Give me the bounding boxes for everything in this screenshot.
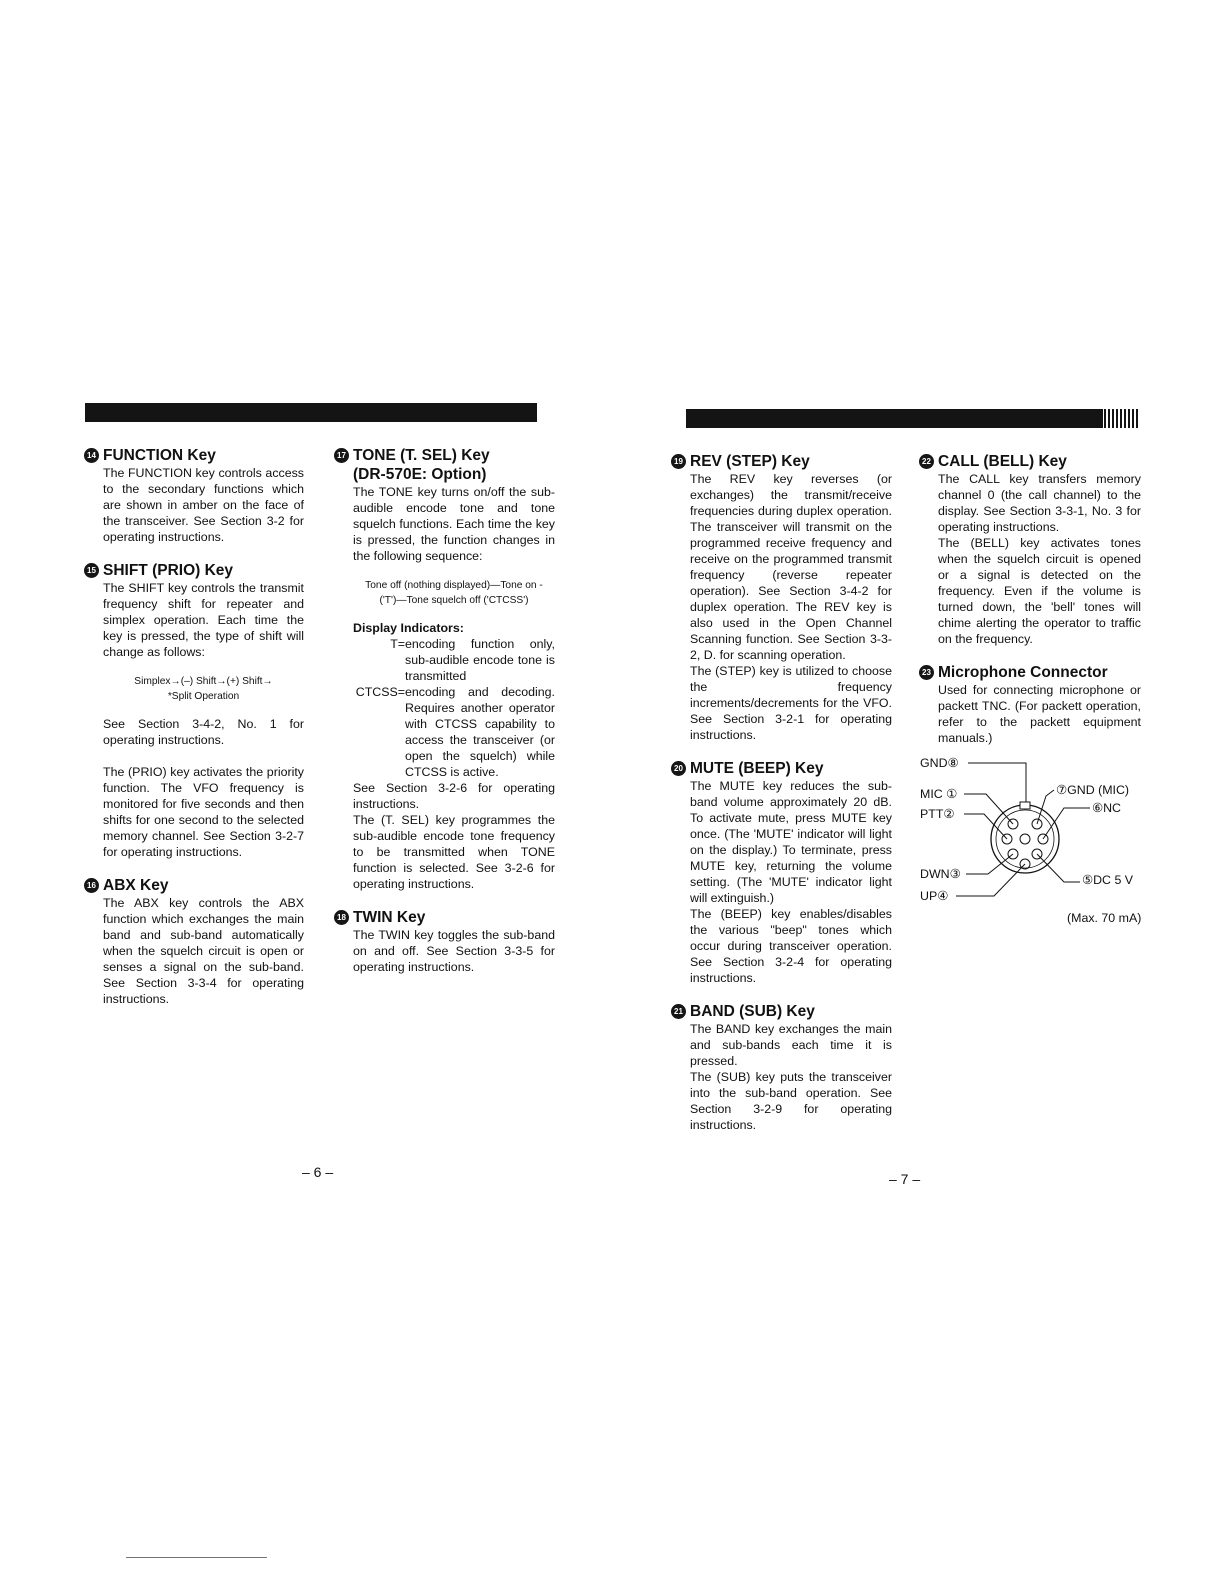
section-title: MUTE (BEEP) Key bbox=[690, 760, 824, 777]
section-number-badge: 18 bbox=[334, 910, 349, 925]
section-number-badge: 19 bbox=[671, 454, 686, 469]
max-current-note: (Max. 70 mA) bbox=[1067, 911, 1142, 925]
section-abx-key bbox=[87, 876, 304, 1007]
section-shift-key bbox=[87, 561, 304, 860]
sequence-line: Tone off (nothing displayed)—Tone on - bbox=[365, 580, 543, 591]
section-text: The (PRIO) key activates the priority function. The VFO frequency is monitored for five seconds and then shifts for one second to the selected memory channel. See Section 3-2-7 for operating instructions. bbox=[103, 765, 304, 859]
pin-dwn-label: DWN③ bbox=[920, 867, 961, 881]
section-text: The (BEEP) key enables/disables the various "beep" tones which occur during transceiver operation. See Section 3-2-4 for operating instructions. bbox=[690, 907, 892, 985]
section-number-badge: 23 bbox=[919, 665, 934, 680]
sequence-line: *Split Operation bbox=[167, 691, 240, 702]
section-title: Microphone Connector bbox=[938, 664, 1108, 681]
sequence-line: ('T')—Tone squelch off ('CTCSS') bbox=[379, 595, 529, 606]
section-call-key bbox=[922, 452, 1141, 647]
shift-sequence bbox=[103, 674, 304, 704]
pin-up-label: UP④ bbox=[920, 889, 949, 903]
section-number-badge: 17 bbox=[334, 448, 349, 463]
section-title: FUNCTION Key bbox=[103, 447, 216, 464]
pin-gnd-mic-label: ⑦GND (MIC) bbox=[1056, 783, 1130, 797]
pin-ptt-label: PTT② bbox=[920, 807, 955, 821]
section-title: SHIFT (PRIO) Key bbox=[103, 562, 234, 579]
section-subtitle: (DR-570E: Option) bbox=[353, 466, 487, 483]
section-number-badge: 20 bbox=[671, 761, 686, 776]
page-number-left: – 6 – bbox=[302, 1164, 334, 1180]
section-text: The FUNCTION key controls access to the secondary functions which are shown in amber on the face of the transceiver. See Section 3-2 for operating instructions. bbox=[103, 466, 304, 544]
section-text: The ABX key controls the ABX function which exchanges the main band and sub-band automatically when the squelch circuit is open or senses a signal on the sub-band. See Section 3-3-4 for operating instructions. bbox=[103, 896, 304, 1006]
section-number-badge: 14 bbox=[84, 448, 99, 463]
display-indicators-title: Display Indicators: bbox=[353, 621, 464, 635]
display-indicator-t bbox=[353, 636, 555, 684]
section-text: The (SUB) key puts the transceiver into the sub-band operation. See Section 3-2-9 for operating instructions. bbox=[690, 1070, 892, 1132]
section-text: The (STEP) key is utilized to choose the frequency increments/decrements for the VFO. See Section 3-2-1 for operating instructions. bbox=[690, 664, 892, 742]
section-function-key bbox=[87, 446, 304, 545]
left-page-column-1 bbox=[87, 446, 304, 1023]
section-text: The TONE key turns on/off the sub-audible encode tone and tone squelch functions. Each time the key is pressed, the function changes in the following sequence: bbox=[353, 485, 555, 563]
sequence-line: Simplex→(–) Shift→(+) Shift→ bbox=[134, 676, 273, 687]
section-number-badge: 15 bbox=[84, 563, 99, 578]
section-title: BAND (SUB) Key bbox=[690, 1003, 815, 1020]
indicator-key: CTCSS= bbox=[355, 685, 405, 699]
right-page-column-2 bbox=[922, 452, 1141, 762]
section-twin-key bbox=[337, 908, 555, 975]
section-number-badge: 22 bbox=[919, 454, 934, 469]
header-tick-marks bbox=[1104, 409, 1140, 428]
page-number-right: – 7 – bbox=[889, 1171, 921, 1187]
pin-dc-label: ⑤DC 5 V bbox=[1082, 873, 1134, 887]
section-text: The BAND key exchanges the main and sub-bands each time it is pressed. bbox=[690, 1022, 892, 1068]
section-title: CALL (BELL) Key bbox=[938, 453, 1067, 470]
left-page-column-2 bbox=[337, 446, 555, 991]
indicator-value: encoding and decoding. Requires another operator with CTCSS capability to access the transceiver (or open the squelch) while CTCSS is active. bbox=[405, 685, 555, 779]
section-text: Used for connecting microphone or packett TNC. (For packett operation, refer to the packett equipment manuals.) bbox=[938, 683, 1141, 745]
section-number-badge: 16 bbox=[84, 878, 99, 893]
display-indicator-ctcss bbox=[353, 684, 555, 780]
section-text: See Section 3-2-6 for operating instructions. bbox=[353, 781, 555, 811]
section-text: The CALL key transfers memory channel 0 (the call channel) to the display. See Section 3-3-1, No. 3 for operating instructions. bbox=[938, 472, 1141, 534]
section-title: TONE (T. SEL) Key bbox=[353, 447, 490, 464]
section-title: TWIN Key bbox=[353, 909, 426, 926]
pin-gnd-label: GND⑧ bbox=[920, 756, 959, 770]
section-text: The MUTE key reduces the sub-band volume approximately 20 dB. To activate mute, press MUTE key once. (The 'MUTE' indicator will light on the display.) To terminate, press MUTE key, returning the volume setting. (The 'MUTE' indicator light will extinguish.) bbox=[690, 779, 892, 905]
section-tone-key bbox=[337, 446, 555, 892]
right-page-column-1 bbox=[674, 452, 892, 1149]
footer-rule bbox=[126, 1557, 267, 1558]
header-bar-left bbox=[85, 403, 537, 422]
indicator-key: T= bbox=[390, 637, 405, 651]
section-microphone-connector bbox=[922, 663, 1141, 746]
section-text: The REV key reverses (or exchanges) the transmit/receive frequencies during duplex operation. The transceiver will transmit on the programmed receive frequency and receive on the programmed transmit frequency (reverse repeater operation). See Section 3-4-2 for duplex operation. The REV key is also used in the Open Channel Scanning function. See Section 3-3-2, D. for scanning operation. bbox=[690, 472, 892, 662]
section-text: The (T. SEL) key programmes the sub-audible encode tone frequency to be transmitted when TONE function is selected. See 3-2-6 for operating instructions. bbox=[353, 813, 555, 891]
tone-sequence bbox=[353, 578, 555, 608]
section-mute-key bbox=[674, 759, 892, 986]
pin-nc-label: ⑥NC bbox=[1092, 801, 1122, 815]
header-bar-right bbox=[686, 409, 1103, 428]
section-text: The TWIN key toggles the sub-band on and off. See Section 3-3-5 for operating instructions. bbox=[353, 928, 555, 974]
section-text: The (BELL) key activates tones when the squelch circuit is opened or a signal is detected on the frequency. Even if the volume is turned down, the 'bell' tones will chime alerting the operator to traffic on the frequency. bbox=[938, 536, 1141, 646]
pin-mic-label: MIC ① bbox=[920, 787, 958, 801]
indicator-value: encoding function only, sub-audible encode tone is transmitted bbox=[405, 637, 555, 683]
section-band-key bbox=[674, 1002, 892, 1133]
section-text: The SHIFT key controls the transmit frequency shift for repeater and simplex operation. Each time the key is pressed, the type of shift will change as follows: bbox=[103, 581, 304, 659]
section-rev-key bbox=[674, 452, 892, 743]
section-text: See Section 3-4-2, No. 1 for operating instructions. bbox=[103, 717, 304, 747]
microphone-connector-diagram bbox=[920, 756, 1142, 926]
section-number-badge: 21 bbox=[671, 1004, 686, 1019]
section-title: REV (STEP) Key bbox=[690, 453, 810, 470]
connector-drawing bbox=[920, 756, 1142, 926]
section-title: ABX Key bbox=[103, 877, 169, 894]
